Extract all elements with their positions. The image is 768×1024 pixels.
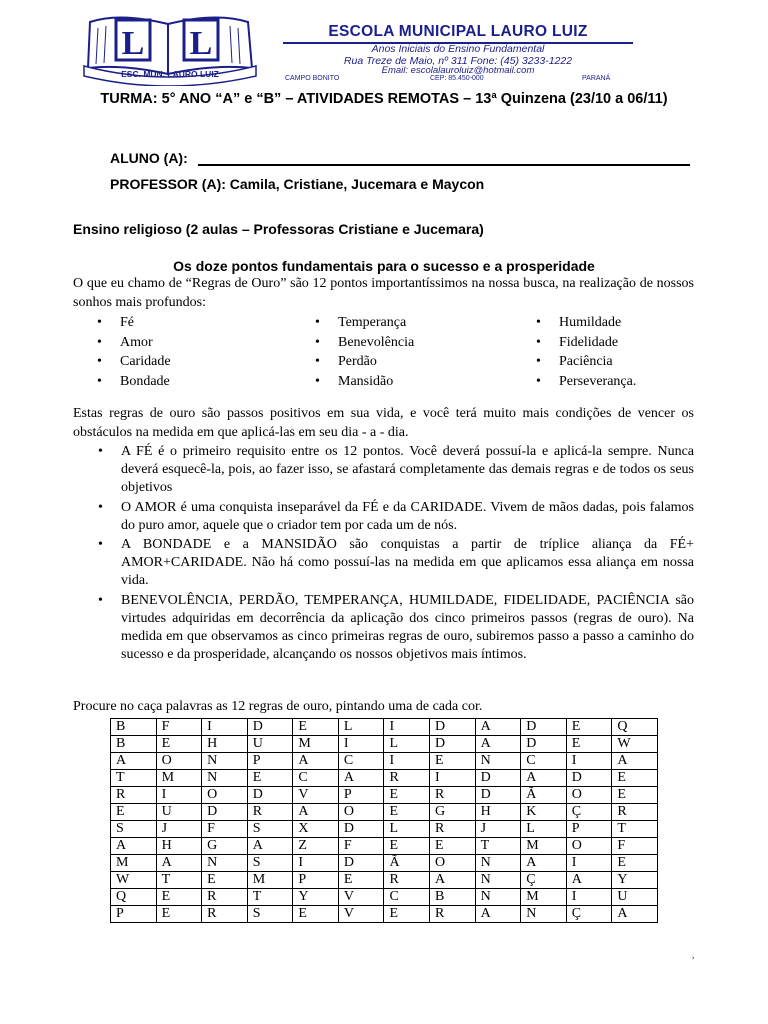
- word-search-cell[interactable]: O: [156, 753, 202, 770]
- lesson-heading: Os doze pontos fundamentais para o sucesso e a prosperidade: [173, 258, 595, 274]
- word-search-cell[interactable]: E: [111, 804, 157, 821]
- word-search-cell[interactable]: F: [612, 838, 658, 855]
- word-search-cell[interactable]: E: [612, 770, 658, 787]
- logo-letter-right: L: [189, 25, 213, 62]
- word-search-cell[interactable]: J: [475, 821, 521, 838]
- explanation-item: • A BONDADE e a MANSIDÃO são conquistas a partir de tríplice aliança da FÉ+ AMOR+CARIDADE. Não há como possuí-las na medida em que aplicamos essa aliança em nossa vida.: [98, 536, 694, 590]
- word-search-cell[interactable]: O: [430, 855, 476, 872]
- word-search-cell[interactable]: N: [475, 753, 521, 770]
- word-search-cell[interactable]: L: [384, 736, 430, 753]
- word-search-cell[interactable]: D: [338, 855, 384, 872]
- word-search-cell[interactable]: R: [430, 906, 476, 923]
- word-search-cell[interactable]: R: [384, 872, 430, 889]
- word-search-cell[interactable]: D: [202, 804, 248, 821]
- word-search-cell[interactable]: E: [247, 770, 293, 787]
- word-search-cell[interactable]: R: [202, 889, 248, 906]
- word-search-cell[interactable]: O: [202, 787, 248, 804]
- word-search-cell[interactable]: Y: [612, 872, 658, 889]
- school-email: Email: escolalauroluiz@hotmail.com: [381, 65, 535, 76]
- word-search-cell[interactable]: O: [566, 787, 612, 804]
- word-search-cell[interactable]: Ç: [566, 804, 612, 821]
- word-search-cell[interactable]: E: [430, 753, 476, 770]
- word-search-cell[interactable]: P: [111, 906, 157, 923]
- word-search-cell[interactable]: E: [293, 906, 339, 923]
- word-search-cell[interactable]: S: [247, 821, 293, 838]
- word-search-row: [111, 821, 658, 838]
- word-search-cell[interactable]: I: [566, 889, 612, 906]
- explanation-item: • A FÉ é o primeiro requisito entre os 12 pontos. Você deverá possuí-la e aplicá-la sempre. Nunca deverá esquecê-la, pois, ao fazer isso, se afastará completamente das demais regras e de todos os seus objetivos: [98, 443, 694, 497]
- word-search-cell[interactable]: A: [293, 804, 339, 821]
- word-search-cell[interactable]: B: [111, 736, 157, 753]
- word-search-cell[interactable]: O: [566, 838, 612, 855]
- word-search-cell[interactable]: F: [338, 838, 384, 855]
- word-search-cell[interactable]: N: [475, 872, 521, 889]
- word-search-cell[interactable]: A: [566, 872, 612, 889]
- word-search-cell[interactable]: R: [111, 787, 157, 804]
- word-search-cell[interactable]: A: [111, 753, 157, 770]
- word-search-cell[interactable]: B: [430, 889, 476, 906]
- word-search-cell[interactable]: D: [338, 821, 384, 838]
- word-search-cell[interactable]: A: [475, 719, 521, 736]
- word-search-cell[interactable]: R: [612, 804, 658, 821]
- word-search-cell[interactable]: Ã: [384, 855, 430, 872]
- word-search-cell[interactable]: R: [430, 821, 476, 838]
- word-search-cell[interactable]: A: [247, 838, 293, 855]
- word-search-cell[interactable]: E: [202, 872, 248, 889]
- word-search-cell[interactable]: W: [612, 736, 658, 753]
- word-search-cell[interactable]: R: [247, 804, 293, 821]
- rules-column: [536, 313, 636, 391]
- word-search-cell[interactable]: V: [293, 787, 339, 804]
- word-search-cell[interactable]: E: [384, 838, 430, 855]
- word-search-cell[interactable]: U: [612, 889, 658, 906]
- intro-paragraph: O que eu chamo de “Regras de Ouro” são 12 pontos importantíssimos na nossa busca, na realização de nossos sonhos mais profundos:: [73, 276, 694, 310]
- word-search-cell[interactable]: I: [338, 736, 384, 753]
- word-search-cell[interactable]: R: [202, 906, 248, 923]
- word-search-row: [111, 838, 658, 855]
- word-search-cell[interactable]: H: [202, 736, 248, 753]
- word-search-cell[interactable]: P: [338, 787, 384, 804]
- word-search-cell[interactable]: V: [338, 906, 384, 923]
- word-search-cell[interactable]: N: [475, 855, 521, 872]
- word-search-cell[interactable]: I: [430, 770, 476, 787]
- word-search-cell[interactable]: M: [247, 872, 293, 889]
- word-search-cell[interactable]: E: [156, 736, 202, 753]
- section-title: Ensino religioso (2 aulas – Professoras Cristiane e Jucemara): [73, 221, 484, 237]
- word-search-cell[interactable]: E: [293, 719, 339, 736]
- rule-item: • Temperança: [315, 313, 414, 333]
- word-search-grid: [110, 718, 658, 923]
- word-search-cell[interactable]: D: [247, 787, 293, 804]
- word-search-cell[interactable]: L: [521, 821, 567, 838]
- word-search-cell[interactable]: J: [156, 821, 202, 838]
- word-search-cell[interactable]: H: [475, 804, 521, 821]
- word-search-cell[interactable]: S: [111, 821, 157, 838]
- word-search-cell[interactable]: L: [338, 719, 384, 736]
- explanation-item: • O AMOR é uma conquista inseparável da FÉ e da CARIDADE. Vivem de mãos dadas, pois falamos do puro amor, aquele que o criador tem por cada um de nós.: [98, 499, 694, 535]
- word-search-cell[interactable]: N: [202, 753, 248, 770]
- word-search-cell[interactable]: G: [202, 838, 248, 855]
- word-search-cell[interactable]: T: [612, 821, 658, 838]
- word-search-cell[interactable]: A: [475, 736, 521, 753]
- rules-column: [315, 313, 414, 391]
- word-search-cell[interactable]: Ã: [521, 787, 567, 804]
- word-search-cell[interactable]: A: [475, 906, 521, 923]
- rule-item: • Mansidão: [315, 372, 414, 392]
- word-search-cell[interactable]: I: [202, 719, 248, 736]
- word-search-cell[interactable]: C: [521, 753, 567, 770]
- word-search-cell[interactable]: O: [338, 804, 384, 821]
- rules-column: [97, 313, 171, 391]
- word-search-cell[interactable]: A: [338, 770, 384, 787]
- word-search-cell[interactable]: X: [293, 821, 339, 838]
- word-search-cell[interactable]: P: [247, 753, 293, 770]
- word-search-cell[interactable]: P: [566, 821, 612, 838]
- word-search-cell[interactable]: I: [384, 753, 430, 770]
- rules-explanation-list: [98, 443, 694, 665]
- rules-list: [73, 313, 694, 391]
- word-search-cell[interactable]: Z: [293, 838, 339, 855]
- rule-item: • Fidelidade: [536, 333, 636, 353]
- word-search-cell[interactable]: I: [156, 787, 202, 804]
- word-search-cell[interactable]: E: [612, 855, 658, 872]
- word-search-cell[interactable]: M: [156, 770, 202, 787]
- word-search-row: [111, 906, 658, 923]
- word-search-cell[interactable]: D: [247, 719, 293, 736]
- word-search-cell[interactable]: V: [338, 889, 384, 906]
- word-search-cell[interactable]: D: [521, 719, 567, 736]
- rule-item: • Humildade: [536, 313, 636, 333]
- word-search-cell[interactable]: C: [384, 889, 430, 906]
- word-search-cell[interactable]: D: [475, 770, 521, 787]
- school-cep: CEP: 85.450-000: [430, 75, 484, 82]
- word-search-cell[interactable]: B: [111, 719, 157, 736]
- word-search-cell[interactable]: E: [384, 804, 430, 821]
- word-search-cell[interactable]: Q: [612, 719, 658, 736]
- word-search-cell[interactable]: I: [566, 753, 612, 770]
- word-search-cell[interactable]: E: [566, 719, 612, 736]
- word-search-cell[interactable]: A: [521, 770, 567, 787]
- word-search-cell[interactable]: A: [111, 838, 157, 855]
- word-search-cell[interactable]: E: [156, 906, 202, 923]
- class-title: TURMA: 5° ANO “A” e “B” – ATIVIDADES REMOTAS – 13ª Quinzena (23/10 a 06/11): [100, 91, 668, 107]
- logo-letter-left: L: [121, 25, 145, 62]
- rule-item: • Perdão: [315, 352, 414, 372]
- word-search-row: [111, 753, 658, 770]
- word-search-cell[interactable]: M: [521, 889, 567, 906]
- word-search-cell[interactable]: U: [247, 736, 293, 753]
- word-search-cell[interactable]: N: [202, 770, 248, 787]
- word-search-cell[interactable]: N: [202, 855, 248, 872]
- word-search-cell[interactable]: M: [111, 855, 157, 872]
- page-mark: ,: [692, 950, 695, 960]
- word-search-cell[interactable]: G: [430, 804, 476, 821]
- word-search-row: [111, 872, 658, 889]
- word-search-cell[interactable]: R: [384, 770, 430, 787]
- word-search-cell[interactable]: E: [384, 787, 430, 804]
- word-search-row: [111, 855, 658, 872]
- word-search-cell[interactable]: T: [156, 872, 202, 889]
- word-search-instruction: Procure no caça palavras as 12 regras de ouro, pintando uma de cada cor.: [73, 699, 483, 714]
- word-search-cell[interactable]: D: [566, 770, 612, 787]
- school-logo: [80, 10, 260, 86]
- word-search-cell[interactable]: D: [521, 736, 567, 753]
- student-name-line[interactable]: [198, 164, 690, 166]
- word-search-cell[interactable]: U: [156, 804, 202, 821]
- word-search-cell[interactable]: T: [111, 770, 157, 787]
- word-search-cell[interactable]: N: [475, 889, 521, 906]
- rule-item: • Amor: [97, 333, 171, 353]
- rule-item: • Bondade: [97, 372, 171, 392]
- rule-item: • Paciência: [536, 352, 636, 372]
- word-search-cell[interactable]: D: [430, 719, 476, 736]
- rule-item: • Caridade: [97, 352, 171, 372]
- word-search-cell[interactable]: L: [384, 821, 430, 838]
- word-search-cell[interactable]: Q: [111, 889, 157, 906]
- word-search-cell[interactable]: E: [384, 906, 430, 923]
- student-label: ALUNO (A):: [110, 150, 188, 166]
- word-search-cell[interactable]: T: [475, 838, 521, 855]
- word-search-cell[interactable]: K: [521, 804, 567, 821]
- word-search-cell[interactable]: R: [430, 787, 476, 804]
- word-search-cell[interactable]: E: [612, 787, 658, 804]
- school-address: Rua Treze de Maio, nº 311 Fone: (45) 3233-1222: [343, 55, 573, 67]
- word-search-cell[interactable]: F: [202, 821, 248, 838]
- school-name: ESCOLA MUNICIPAL LAURO LUIZ: [328, 23, 588, 40]
- word-search-cell[interactable]: F: [156, 719, 202, 736]
- word-search-cell[interactable]: D: [430, 736, 476, 753]
- rule-item: • Benevolência: [315, 333, 414, 353]
- word-search-cell[interactable]: H: [156, 838, 202, 855]
- word-search-cell[interactable]: A: [293, 753, 339, 770]
- word-search-cell[interactable]: E: [338, 872, 384, 889]
- school-subtitle: Anos Iniciais do Ensino Fundamental: [371, 43, 545, 55]
- teachers: PROFESSOR (A): Camila, Cristiane, Jucemara e Maycon: [110, 176, 485, 192]
- word-search-cell[interactable]: Y: [293, 889, 339, 906]
- word-search-row: [111, 787, 658, 804]
- word-search-cell[interactable]: C: [293, 770, 339, 787]
- word-search-cell[interactable]: A: [430, 872, 476, 889]
- word-search-cell[interactable]: S: [247, 906, 293, 923]
- word-search-cell[interactable]: C: [338, 753, 384, 770]
- word-search-cell[interactable]: M: [521, 838, 567, 855]
- word-search-cell[interactable]: A: [612, 906, 658, 923]
- word-search-cell[interactable]: W: [111, 872, 157, 889]
- rules-paragraph: Estas regras de ouro são passos positivos em sua vida, e você terá muito mais condições de vencer os obstáculos na medida em que aplicá-las em seu dia - a - dia.: [73, 406, 694, 440]
- word-search-cell[interactable]: S: [247, 855, 293, 872]
- word-search-cell[interactable]: T: [247, 889, 293, 906]
- word-search-cell[interactable]: Ç: [521, 872, 567, 889]
- rule-item: • Fé: [97, 313, 171, 333]
- word-search-cell[interactable]: A: [156, 855, 202, 872]
- word-search-cell[interactable]: A: [612, 753, 658, 770]
- word-search-cell[interactable]: P: [293, 872, 339, 889]
- word-search-cell[interactable]: I: [384, 719, 430, 736]
- word-search-cell[interactable]: I: [566, 855, 612, 872]
- word-search-cell[interactable]: N: [521, 906, 567, 923]
- school-city: CAMPO BONITO: [285, 75, 340, 82]
- school-state: PARANÁ: [582, 75, 611, 82]
- word-search-cell[interactable]: A: [521, 855, 567, 872]
- word-search-row: [111, 804, 658, 821]
- word-search-row: [111, 770, 658, 787]
- word-search-cell[interactable]: M: [293, 736, 339, 753]
- word-search-cell[interactable]: D: [475, 787, 521, 804]
- word-search-cell[interactable]: E: [430, 838, 476, 855]
- word-search-row: [111, 736, 658, 753]
- word-search-cell[interactable]: Ç: [566, 906, 612, 923]
- word-search-cell[interactable]: I: [293, 855, 339, 872]
- word-search-cell[interactable]: E: [566, 736, 612, 753]
- word-search-row: [111, 719, 658, 736]
- word-search-row: [111, 889, 658, 906]
- rule-item: • Perseverança.: [536, 372, 636, 392]
- word-search-cell[interactable]: E: [156, 889, 202, 906]
- explanation-item: • BENEVOLÊNCIA, PERDÃO, TEMPERANÇA, HUMILDADE, FIDELIDADE, PACIÊNCIA são virtudes adquiridas em decorrência da aplicação dos cinco primeiros passos (regras de ouro). Na medida em que observamos as cinco primeiras regras de ouro, subiremos passo a passo a caminho do sucesso e da prosperidade, alcançando os nossos objetivos mais íntimos.: [98, 592, 694, 664]
- logo-ribbon-text: ESC. MUN. LAURO LUIZ: [121, 69, 219, 79]
